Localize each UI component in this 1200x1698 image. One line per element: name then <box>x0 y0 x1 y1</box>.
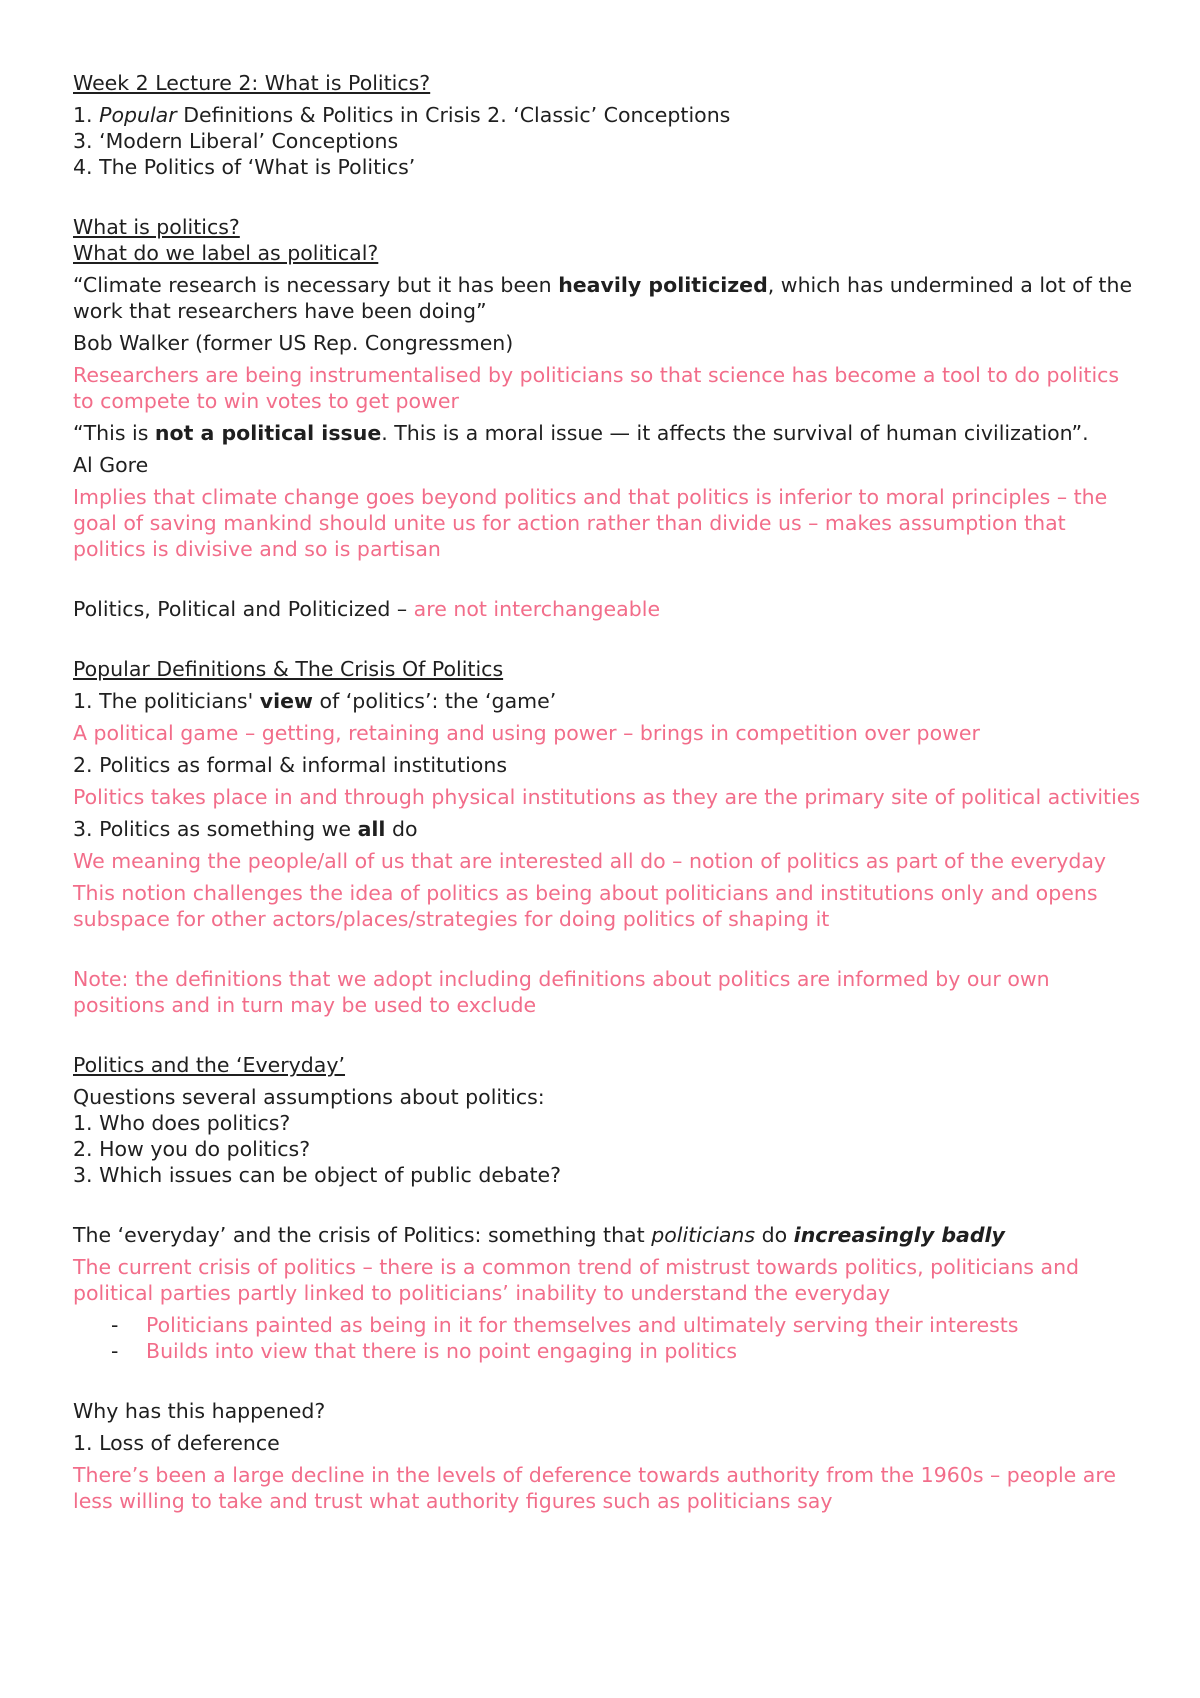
note-beyond-politics: Implies that climate change goes beyond politics and that politics is inferior to moral principles – the goal of saving mankind should unite us for action rather than divide us – makes assumption that politics is divisive and so is partisan <box>73 485 1108 561</box>
everyday-question-1: 1. Who does politics? <box>73 1111 291 1135</box>
definition-note-2: Politics takes place in and through physical institutions as they are the primary site of political activities <box>73 785 1141 809</box>
definition-item-3: 3. Politics as something we all do <box>73 817 418 841</box>
lecture-title: Week 2 Lecture 2: What is Politics? <box>73 71 431 95</box>
quote-author-walker: Bob Walker (former US Rep. Congressmen) <box>73 331 514 355</box>
everyday-question-2: 2. How you do politics? <box>73 1137 311 1161</box>
definition-item-2: 2. Politics as formal & informal institutions <box>73 753 508 777</box>
spacer <box>73 1018 1143 1052</box>
spacer <box>73 622 1143 656</box>
definition-note-1: A political game – getting, retaining and using power – brings in competition over power <box>73 721 980 745</box>
definitions-note: Note: the definitions that we adopt including definitions about politics are informed by our own positions and in turn may be used to exclude <box>73 967 1050 1017</box>
note-instrumentalised: Researchers are being instrumentalised by politicians so that science has become a tool to do politics to compete to win votes to get power <box>73 363 1120 413</box>
spacer <box>73 1188 1143 1222</box>
section-heading-what-label-political: What do we label as political? <box>73 241 379 265</box>
definition-note-3b: This notion challenges the idea of politics as being about politicians and institutions only and opens subspace for other actors/places/strategies for doing politics of shaping it <box>73 881 1098 931</box>
list-item: - Politicians painted as being in it for themselves and ultimately serving their interests <box>111 1313 1019 1337</box>
crisis-bullet-list <box>73 1312 1143 1364</box>
everyday-intro: Questions several assumptions about politics: <box>73 1085 545 1109</box>
outline-line-3: 4. The Politics of ‘What is Politics’ <box>73 155 416 179</box>
reason-note-1: There’s been a large decline in the levels of deference towards authority from the 1960s – people are less willing to take and trust what authority figures such as politicians say <box>73 1463 1116 1513</box>
everyday-question-3: 3. Which issues can be object of public debate? <box>73 1163 562 1187</box>
definition-item-1: 1. The politicians' view of ‘politics’: the ‘game’ <box>73 689 557 713</box>
bullet-dash: - <box>111 1313 119 1337</box>
outline-line-2: 3. ‘Modern Liberal’ Conceptions <box>73 129 399 153</box>
spacer <box>73 932 1143 966</box>
bullet-dash: - <box>111 1339 119 1363</box>
spacer <box>73 1364 1143 1398</box>
document-page <box>73 70 1143 1514</box>
section-heading-popular-definitions: Popular Definitions & The Crisis Of Politics <box>73 657 504 681</box>
quote-author-gore: Al Gore <box>73 453 149 477</box>
crisis-line: The ‘everyday’ and the crisis of Politics: something that politicians do increasingly badly <box>73 1223 1005 1247</box>
section-heading-everyday: Politics and the ‘Everyday’ <box>73 1053 346 1077</box>
spacer <box>73 180 1143 214</box>
reason-item-1: 1. Loss of deference <box>73 1431 280 1455</box>
definition-note-3a: We meaning the people/all of us that are interested all do – notion of politics as part of the everyday <box>73 849 1107 873</box>
outline-line-1: 1. Popular Definitions & Politics in Crisis 2. ‘Classic’ Conceptions <box>73 103 731 127</box>
section-heading-what-is-politics: What is politics? <box>73 215 240 239</box>
quote-gore: “This is not a political issue. This is a moral issue — it affects the survival of human civilization”. <box>73 421 1089 445</box>
quote-walker: “Climate research is necessary but it has been heavily politicized, which has undermined a lot of the work that researchers have been doing” <box>73 273 1133 323</box>
terms-line: Politics, Political and Politicized – are not interchangeable <box>73 597 661 621</box>
why-question: Why has this happened? <box>73 1399 326 1423</box>
crisis-note: The current crisis of politics – there is a common trend of mistrust towards politics, politicians and political parties partly linked to politicians’ inability to understand the everyday <box>73 1255 1080 1305</box>
spacer <box>73 562 1143 596</box>
outline-emphasis: Popular <box>99 103 177 127</box>
list-item: - Builds into view that there is no point engaging in politics <box>111 1339 738 1363</box>
